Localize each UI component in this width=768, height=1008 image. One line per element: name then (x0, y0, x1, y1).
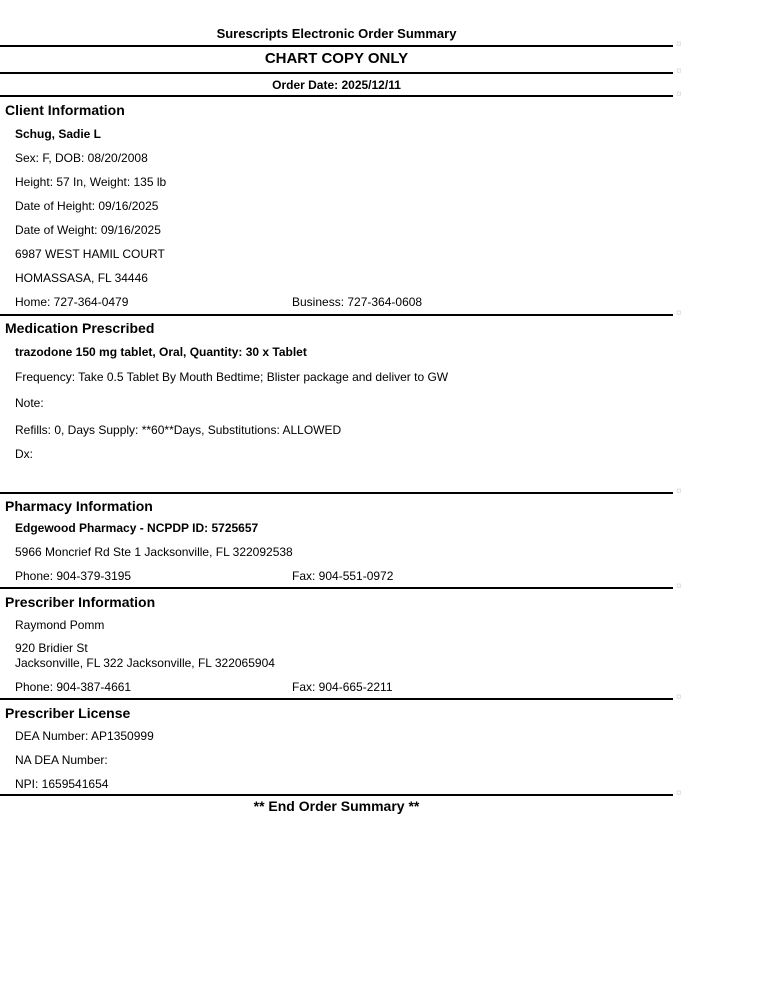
client-date-of-height: Date of Height: 09/16/2025 (15, 199, 159, 213)
license-npi: NPI: 1659541654 (15, 777, 109, 791)
client-address-line1: 6987 WEST HAMIL COURT (15, 247, 165, 261)
divider (0, 314, 673, 316)
pharmacy-name: Edgewood Pharmacy - NCPDP ID: 5725657 (15, 521, 259, 535)
divider (0, 698, 673, 700)
pharmacy-phone: Phone: 904-379-3195 (15, 569, 132, 583)
divider (0, 587, 673, 589)
pharmacy-fax: Fax: 904-551-0972 (292, 569, 394, 583)
medication-dx: Dx: (15, 447, 33, 461)
divider (0, 72, 673, 74)
prescriber-phone: Phone: 904-387-4661 (15, 680, 132, 694)
pharmacy-phones-row (15, 569, 394, 583)
prescriber-address-line2: Jacksonville, FL 322 Jacksonville, FL 322065904 (15, 656, 275, 670)
prescriber-fax: Fax: 904-665-2211 (292, 680, 393, 694)
medication-note: Note: (15, 396, 44, 410)
divider (0, 95, 673, 97)
divider (0, 794, 673, 796)
end-order-summary: ** End Order Summary ** (253, 798, 420, 814)
client-phones-row (15, 295, 423, 309)
order-date: Order Date: 2025/12/11 (272, 78, 401, 92)
client-business-phone: Business: 727-364-0608 (292, 295, 423, 309)
license-na-dea-number: NA DEA Number: (15, 753, 108, 767)
divider (0, 45, 673, 47)
license-section-title: Prescriber License (5, 705, 131, 721)
medication-frequency: Frequency: Take 0.5 Tablet By Mouth Bedtime; Blister package and deliver to GW (15, 370, 449, 384)
pharmacy-address: 5966 Moncrief Rd Ste 1 Jacksonville, FL 322092538 (15, 545, 293, 559)
medication-section-title: Medication Prescribed (5, 320, 155, 336)
client-date-of-weight: Date of Weight: 09/16/2025 (15, 223, 161, 237)
client-name: Schug, Sadie L (15, 127, 102, 141)
medication-drug-line: trazodone 150 mg tablet, Oral, Quantity: 30 x Tablet (15, 345, 307, 359)
client-section-title: Client Information (5, 102, 125, 118)
prescriber-section-title: Prescriber Information (5, 594, 156, 610)
prescriber-phones-row (15, 680, 393, 694)
client-height-weight: Height: 57 In, Weight: 135 lb (15, 175, 167, 189)
prescriber-name: Raymond Pomm (15, 618, 105, 632)
pharmacy-section-title: Pharmacy Information (5, 498, 153, 514)
divider (0, 492, 673, 494)
client-sex-dob: Sex: F, DOB: 08/20/2008 (15, 151, 148, 165)
chart-copy-banner: CHART COPY ONLY (264, 50, 409, 67)
client-home-phone: Home: 727-364-0479 (15, 295, 129, 309)
medication-refills: Refills: 0, Days Supply: **60**Days, Substitutions: ALLOWED (15, 423, 342, 437)
page-title: Surescripts Electronic Order Summary (216, 26, 457, 41)
prescriber-address-line1: 920 Bridier St (15, 641, 88, 655)
license-dea-number: DEA Number: AP1350999 (15, 729, 154, 743)
client-address-line2: HOMASSASA, FL 34446 (15, 271, 148, 285)
